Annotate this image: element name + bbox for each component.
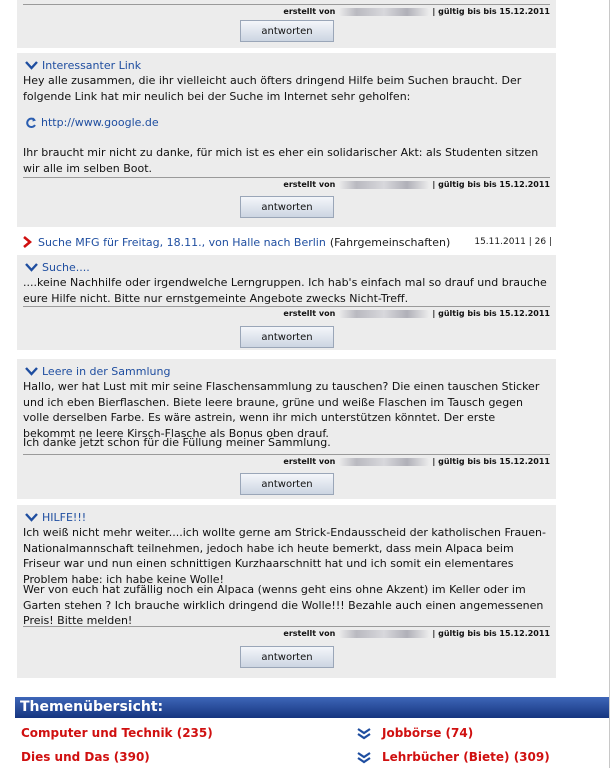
external-link[interactable]: http://www.google.de (41, 116, 159, 129)
thread-category: (Fahrgemeinschaften) (329, 235, 451, 249)
post-body-2: Ich danke jetzt schon für die Füllung meiner Sammlung. (23, 436, 331, 449)
reply-button[interactable]: antworten (240, 20, 334, 42)
double-chevron-down-icon[interactable] (357, 728, 371, 740)
post-suche (17, 255, 556, 350)
post-title[interactable]: Leere in der Sammlung (42, 365, 171, 378)
double-chevron-down-icon[interactable] (357, 752, 371, 764)
post-previous (17, 0, 556, 48)
author-redacted (338, 181, 430, 189)
chevron-down-icon (25, 61, 38, 70)
category-dies-und-das[interactable]: Dies und Das (390) (21, 750, 150, 764)
post-meta: erstellt von | gültig bis bis 15.12.2011 (23, 626, 550, 638)
reply-button[interactable]: antworten (240, 473, 334, 495)
category-jobboerse[interactable]: Jobbörse (74) (382, 726, 474, 740)
post-body: Ich weiß nicht mehr weiter....ich wollte gerne am Strick-Endausscheid der katholischen Frauen-Nationalmannschaft teilnehmen, jedoch habe ich heute bemerkt, dass mein Alpaca beim Friseur war und nun einen schnittigen Kurzhaarschnitt hat und ich somit ein elementares Problem habe: ich habe keine Wolle! (23, 526, 546, 586)
category-lehrbuecher[interactable]: Lehrbücher (Biete) (309) (382, 750, 550, 764)
thread-title[interactable]: Suche MFG für Freitag, 18.11., von Halle nach Berlin (38, 235, 326, 249)
post-meta: erstellt von | gültig bis bis 15.12.2011 (23, 306, 550, 318)
author-redacted (338, 458, 430, 466)
author-redacted (338, 310, 430, 318)
thread-date: 15.11.2011 | 26 | (474, 237, 552, 247)
reply-button[interactable]: antworten (240, 196, 334, 218)
post-title[interactable]: HILFE!!! (42, 511, 87, 524)
author-redacted (338, 8, 430, 16)
chevron-down-icon (25, 367, 38, 376)
refresh-link-icon (25, 117, 37, 129)
post-hilfe (17, 505, 556, 678)
chevron-right-icon (22, 236, 32, 248)
post-header[interactable] (25, 511, 86, 524)
reply-button[interactable]: antworten (240, 326, 334, 348)
post-body: Hey alle zusammen, die ihr vielleicht auch öfters dringend Hilfe beim Suchen braucht. Der folgende Link hat mir neulich bei der Suche im Internet sehr geholfen: (23, 74, 522, 103)
post-leere-sammlung (17, 359, 556, 499)
post-interessanter-link (17, 53, 556, 227)
post-body-2: Ihr braucht mir nicht zu danke, für mich ist es eher ein solidarischer Akt: als Studenten sitzen wir alle im selben Boot. (23, 146, 539, 175)
post-body: Hallo, wer hat Lust mit mir seine Flaschensammlung zu tauschen? Die einen tauschen Sticker und ich eben Bierflaschen. Biete leere braune, grüne und weiße Flaschen im Tausch gegen volle derselben Farbe. Es wäre astrein, wenn ihr mich unterstützen könntet. Der erste bekommt ne leere Kirsch-Flasche als Bonus oben drauf. (23, 380, 540, 440)
post-meta: erstellt von | gültig bis bis 15.12.2011 (23, 4, 550, 16)
thread-row[interactable] (22, 234, 554, 250)
category-computer-technik[interactable]: Computer und Technik (235) (21, 726, 213, 740)
chevron-down-icon (25, 263, 38, 272)
post-body: ....keine Nachhilfe oder irgendwelche Lerngruppen. Ich hab's einfach mal so drauf und brauche eure Hilfe nicht. Bitte nur ernstgemeinte Angebote zwecks Nicht-Treff. (23, 276, 547, 305)
reply-button[interactable]: antworten (240, 646, 334, 668)
post-body-2: Wer von euch hat zufällig noch ein Alpaca (wenns geht eins ohne Akzent) im Keller oder im Garten stehen ? Ich brauche wirklich dringend die Wolle!!! Bezahle auch einen angemessenen Preis! Bitte melden! (23, 583, 544, 627)
post-title[interactable]: Suche.... (42, 261, 90, 274)
overview-heading: Themenübersicht: (15, 697, 610, 718)
post-meta: erstellt von | gültig bis bis 15.12.2011 (23, 454, 550, 466)
chevron-down-icon (25, 513, 38, 522)
post-title[interactable]: Interessanter Link (42, 59, 142, 72)
link-row[interactable] (25, 116, 159, 129)
post-header[interactable] (25, 59, 141, 72)
post-header[interactable] (25, 261, 90, 274)
post-header[interactable] (25, 365, 170, 378)
author-redacted (338, 630, 430, 638)
post-meta: erstellt von | gültig bis bis 15.12.2011 (23, 177, 550, 189)
